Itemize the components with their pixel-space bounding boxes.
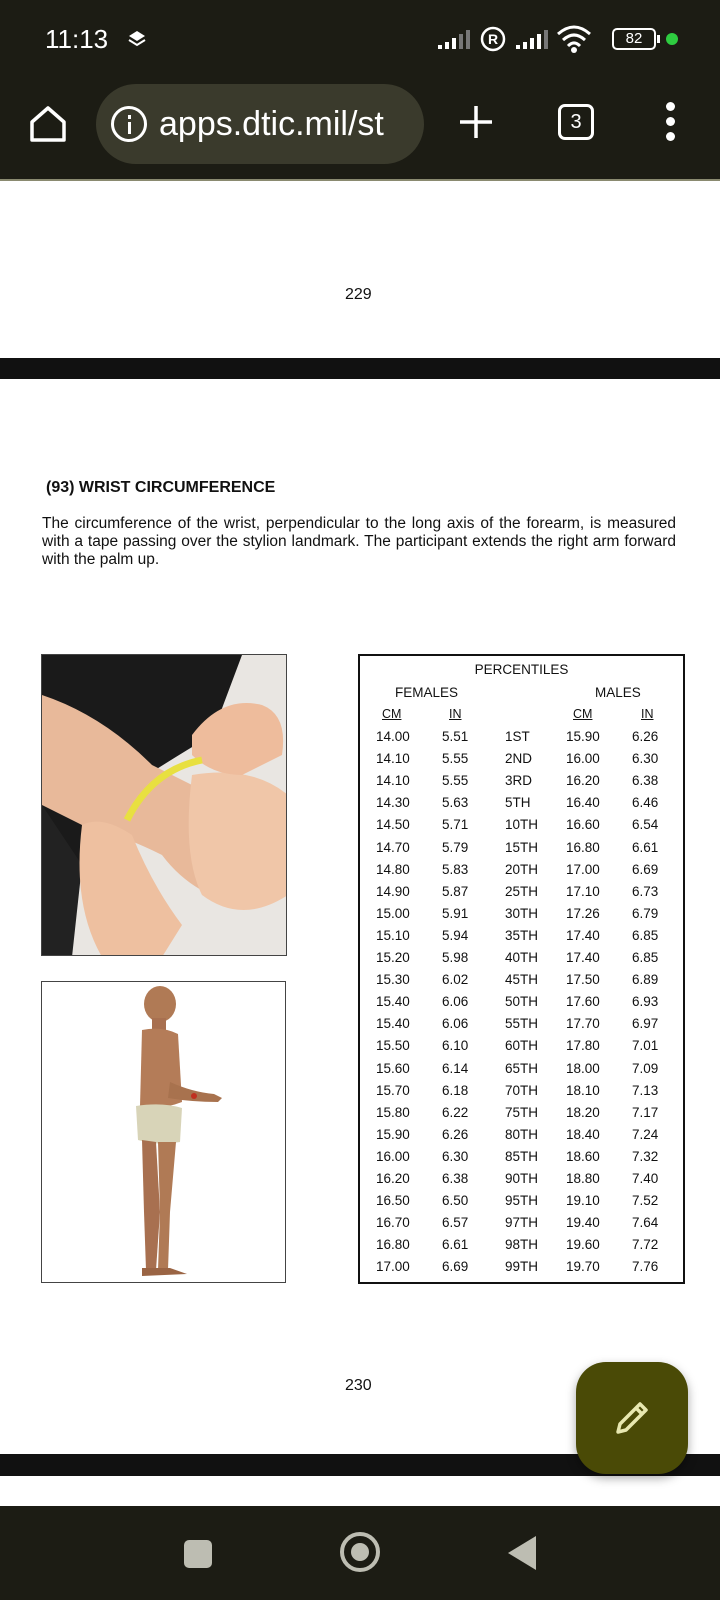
- home-icon[interactable]: [26, 102, 70, 146]
- females-cm-cell: 15.70: [376, 1082, 410, 1098]
- females-cm-header: CM: [382, 707, 402, 721]
- section-description: The circumference of the wrist, perpendicular to the long axis of the forearm, is measured with a tape passing over the stylion landmark. The participant extends the right arm forward with the palm up.: [42, 515, 676, 568]
- males-cm-cell: 17.00: [566, 861, 600, 877]
- table-row: [360, 994, 683, 1016]
- females-in-cell: 5.51: [442, 729, 469, 744]
- females-cm-cell: 15.50: [376, 1038, 410, 1054]
- males-in-cell: 6.54: [632, 817, 659, 833]
- table-row: [360, 862, 683, 884]
- males-cm-cell: 18.00: [566, 1060, 600, 1076]
- battery-level: 82: [625, 30, 643, 47]
- females-cm-cell: 14.80: [376, 861, 410, 877]
- percentile-cell: 2ND: [505, 751, 533, 767]
- males-in-cell: 7.76: [632, 1259, 659, 1275]
- females-in-header: IN: [449, 707, 462, 721]
- males-cm-cell: 15.90: [566, 729, 600, 744]
- percentile-cell: 98TH: [505, 1237, 539, 1253]
- males-in-cell: 7.72: [632, 1237, 659, 1253]
- females-cm-cell: 16.50: [376, 1193, 410, 1209]
- males-in-cell: 7.09: [632, 1060, 659, 1076]
- battery-tip: [657, 35, 660, 43]
- females-cm-cell: 16.20: [376, 1171, 410, 1186]
- females-in-cell: 5.71: [442, 817, 469, 833]
- table-row: [360, 1259, 683, 1281]
- males-cm-header: CM: [573, 707, 593, 721]
- females-in-cell: 6.18: [442, 1082, 469, 1098]
- females-in-cell: 6.10: [442, 1038, 469, 1054]
- percentile-cell: 90TH: [505, 1171, 539, 1186]
- males-in-cell: 6.97: [632, 1016, 659, 1032]
- body-figure-illustration: [41, 981, 286, 1283]
- males-in-cell: 6.26: [632, 729, 659, 744]
- females-in-cell: 6.57: [442, 1215, 469, 1231]
- females-in-cell: 6.02: [442, 972, 469, 988]
- percentiles-table: [358, 654, 685, 1284]
- percentile-cell: 80TH: [505, 1126, 539, 1142]
- females-cm-cell: 15.30: [376, 972, 410, 988]
- males-cm-cell: 17.40: [566, 950, 600, 965]
- males-in-cell: 7.17: [632, 1104, 659, 1120]
- pdf-page-230: [0, 379, 720, 1454]
- table-row: [360, 1171, 683, 1193]
- males-in-cell: 6.38: [632, 773, 659, 789]
- table-row: [360, 751, 683, 773]
- males-in-cell: 6.79: [632, 905, 659, 921]
- percentile-cell: 95TH: [505, 1193, 539, 1209]
- females-cm-cell: 15.60: [376, 1060, 410, 1076]
- males-cm-cell: 16.00: [566, 751, 600, 767]
- males-in-cell: 6.30: [632, 751, 659, 767]
- females-in-cell: 6.22: [442, 1104, 469, 1120]
- table-row: [360, 1215, 683, 1237]
- percentile-cell: 65TH: [505, 1060, 539, 1076]
- males-cm-cell: 18.10: [566, 1082, 600, 1098]
- percentile-cell: 99TH: [505, 1259, 539, 1275]
- table-row: [360, 1061, 683, 1083]
- tab-count: 3: [570, 110, 582, 133]
- females-in-cell: 5.87: [442, 883, 469, 899]
- males-in-cell: 7.01: [632, 1038, 659, 1054]
- pencil-icon: [610, 1396, 654, 1440]
- table-row: [360, 773, 683, 795]
- percentile-cell: 25TH: [505, 883, 539, 899]
- females-in-cell: 6.06: [442, 1016, 469, 1032]
- females-cm-cell: 16.80: [376, 1237, 410, 1253]
- males-cm-cell: 18.80: [566, 1171, 600, 1186]
- males-cm-cell: 19.10: [566, 1193, 600, 1209]
- table-row: [360, 1149, 683, 1171]
- percentile-cell: 75TH: [505, 1104, 539, 1120]
- females-cm-cell: 14.70: [376, 839, 410, 855]
- pdf-page-231: [0, 1476, 720, 1506]
- table-row: [360, 972, 683, 994]
- females-in-cell: 6.38: [442, 1171, 469, 1186]
- males-in-header: IN: [641, 707, 654, 721]
- males-in-cell: 7.24: [632, 1126, 659, 1142]
- table-row: [360, 950, 683, 972]
- females-in-cell: 6.14: [442, 1060, 469, 1076]
- females-cm-cell: 15.00: [376, 905, 410, 921]
- females-in-cell: 6.06: [442, 994, 469, 1010]
- males-cm-cell: 17.60: [566, 994, 600, 1010]
- males-cm-cell: 18.40: [566, 1126, 600, 1142]
- males-in-cell: 7.64: [632, 1215, 659, 1231]
- females-in-cell: 5.91: [442, 905, 469, 921]
- wrist-measurement-photo: [41, 654, 287, 956]
- page-gap: [0, 358, 720, 379]
- percentile-cell: 30TH: [505, 905, 539, 921]
- table-row: [360, 1105, 683, 1127]
- table-title: PERCENTILES: [474, 662, 569, 677]
- edit-button[interactable]: [576, 1362, 688, 1474]
- females-in-cell: 5.83: [442, 861, 469, 877]
- females-cm-cell: 15.10: [376, 927, 410, 943]
- males-cm-cell: 17.80: [566, 1038, 600, 1054]
- females-cm-cell: 14.00: [376, 729, 410, 744]
- percentile-cell: 5TH: [505, 795, 531, 811]
- table-row: [360, 729, 683, 751]
- svg-text:R: R: [487, 31, 499, 47]
- table-row: [360, 840, 683, 862]
- males-cm-cell: 18.60: [566, 1148, 600, 1164]
- system-nav-bar: [0, 1506, 720, 1600]
- status-bar: [0, 0, 720, 80]
- percentile-cell: 40TH: [505, 950, 539, 965]
- page-number-229: 229: [345, 286, 372, 303]
- males-cm-cell: 16.40: [566, 795, 600, 811]
- percentile-cell: 20TH: [505, 861, 539, 877]
- females-header: FEMALES: [395, 685, 459, 700]
- males-in-cell: 6.85: [632, 927, 659, 943]
- signal-icon: [438, 28, 472, 50]
- males-in-cell: 6.93: [632, 994, 659, 1010]
- males-cm-cell: 17.10: [566, 883, 600, 899]
- females-in-cell: 5.55: [442, 751, 469, 767]
- percentile-cell: 15TH: [505, 839, 539, 855]
- wifi-icon: [556, 24, 592, 54]
- females-cm-cell: 16.70: [376, 1215, 410, 1231]
- percentile-cell: 3RD: [505, 773, 533, 789]
- privacy-dot-icon: [666, 33, 678, 45]
- females-in-cell: 6.26: [442, 1126, 469, 1142]
- females-in-cell: 6.61: [442, 1237, 469, 1253]
- males-in-cell: 6.85: [632, 950, 659, 965]
- table-row: [360, 1193, 683, 1215]
- males-in-cell: 6.61: [632, 839, 659, 855]
- table-row: [360, 906, 683, 928]
- females-cm-cell: 15.80: [376, 1104, 410, 1120]
- plus-icon[interactable]: [456, 100, 496, 144]
- percentile-cell: 50TH: [505, 994, 539, 1010]
- table-row: [360, 928, 683, 950]
- signal-2-icon: [516, 28, 550, 50]
- females-cm-cell: 15.90: [376, 1126, 410, 1142]
- tab-switcher-button[interactable]: [558, 104, 594, 140]
- females-in-cell: 5.63: [442, 795, 469, 811]
- roaming-icon: [480, 26, 506, 52]
- males-in-cell: 6.69: [632, 861, 659, 877]
- battery-icon: [612, 28, 656, 50]
- males-in-cell: 7.40: [632, 1171, 659, 1186]
- males-header: MALES: [595, 685, 641, 700]
- males-cm-cell: 16.60: [566, 817, 600, 833]
- percentile-cell: 45TH: [505, 972, 539, 988]
- males-cm-cell: 16.20: [566, 773, 600, 789]
- males-cm-cell: 17.26: [566, 905, 600, 921]
- info-icon[interactable]: [111, 106, 147, 142]
- females-in-cell: 5.94: [442, 927, 469, 943]
- females-in-cell: 5.55: [442, 773, 469, 789]
- url-text[interactable]: apps.dtic.mil/st: [159, 104, 384, 143]
- males-in-cell: 6.46: [632, 795, 659, 811]
- table-row: [360, 884, 683, 906]
- males-cm-cell: 16.80: [566, 839, 600, 855]
- males-in-cell: 7.52: [632, 1193, 659, 1209]
- table-row: [360, 1083, 683, 1105]
- section-title: (93) WRIST CIRCUMFERENCE: [46, 479, 276, 496]
- table-row: [360, 1237, 683, 1259]
- percentile-cell: 70TH: [505, 1082, 539, 1098]
- table-row: [360, 817, 683, 839]
- percentile-cell: 1ST: [505, 729, 530, 744]
- females-in-cell: 6.50: [442, 1193, 469, 1209]
- females-cm-cell: 14.10: [376, 751, 410, 767]
- females-cm-cell: 14.50: [376, 817, 410, 833]
- address-bar[interactable]: [96, 84, 424, 164]
- females-cm-cell: 15.40: [376, 994, 410, 1010]
- males-cm-cell: 17.40: [566, 927, 600, 943]
- females-in-cell: 6.69: [442, 1259, 469, 1275]
- table-row: [360, 1127, 683, 1149]
- home-nav-button[interactable]: [340, 1532, 380, 1572]
- males-cm-cell: 17.70: [566, 1016, 600, 1032]
- females-cm-cell: 14.30: [376, 795, 410, 811]
- status-time: 11:13: [45, 24, 109, 54]
- females-in-cell: 5.79: [442, 839, 469, 855]
- males-cm-cell: 18.20: [566, 1104, 600, 1120]
- females-in-cell: 6.30: [442, 1148, 469, 1164]
- recents-button[interactable]: [184, 1540, 212, 1568]
- females-cm-cell: 14.90: [376, 883, 410, 899]
- percentile-cell: 55TH: [505, 1016, 539, 1032]
- table-row: [360, 1038, 683, 1060]
- pdf-page-229: [0, 181, 720, 358]
- females-cm-cell: 15.40: [376, 1016, 410, 1032]
- males-cm-cell: 19.60: [566, 1237, 600, 1253]
- percentile-cell: 97TH: [505, 1215, 539, 1231]
- males-cm-cell: 19.70: [566, 1259, 600, 1275]
- males-in-cell: 7.13: [632, 1082, 659, 1098]
- males-in-cell: 7.32: [632, 1148, 659, 1164]
- females-in-cell: 5.98: [442, 950, 469, 965]
- table-row: [360, 795, 683, 817]
- page-number-230: 230: [345, 1377, 372, 1394]
- percentile-cell: 85TH: [505, 1148, 539, 1164]
- males-in-cell: 6.73: [632, 883, 659, 899]
- females-cm-cell: 15.20: [376, 950, 410, 965]
- females-cm-cell: 17.00: [376, 1259, 410, 1275]
- more-vert-icon[interactable]: [660, 102, 680, 146]
- males-cm-cell: 17.50: [566, 972, 600, 988]
- females-cm-cell: 16.00: [376, 1148, 410, 1164]
- percentile-cell: 35TH: [505, 927, 539, 943]
- percentile-cell: 10TH: [505, 817, 539, 833]
- females-cm-cell: 14.10: [376, 773, 410, 789]
- table-row: [360, 1016, 683, 1038]
- percentile-cell: 60TH: [505, 1038, 539, 1054]
- males-in-cell: 6.89: [632, 972, 659, 988]
- back-button[interactable]: [508, 1536, 536, 1570]
- males-cm-cell: 19.40: [566, 1215, 600, 1231]
- data-sync-icon: [128, 30, 146, 48]
- browser-toolbar: [0, 80, 720, 180]
